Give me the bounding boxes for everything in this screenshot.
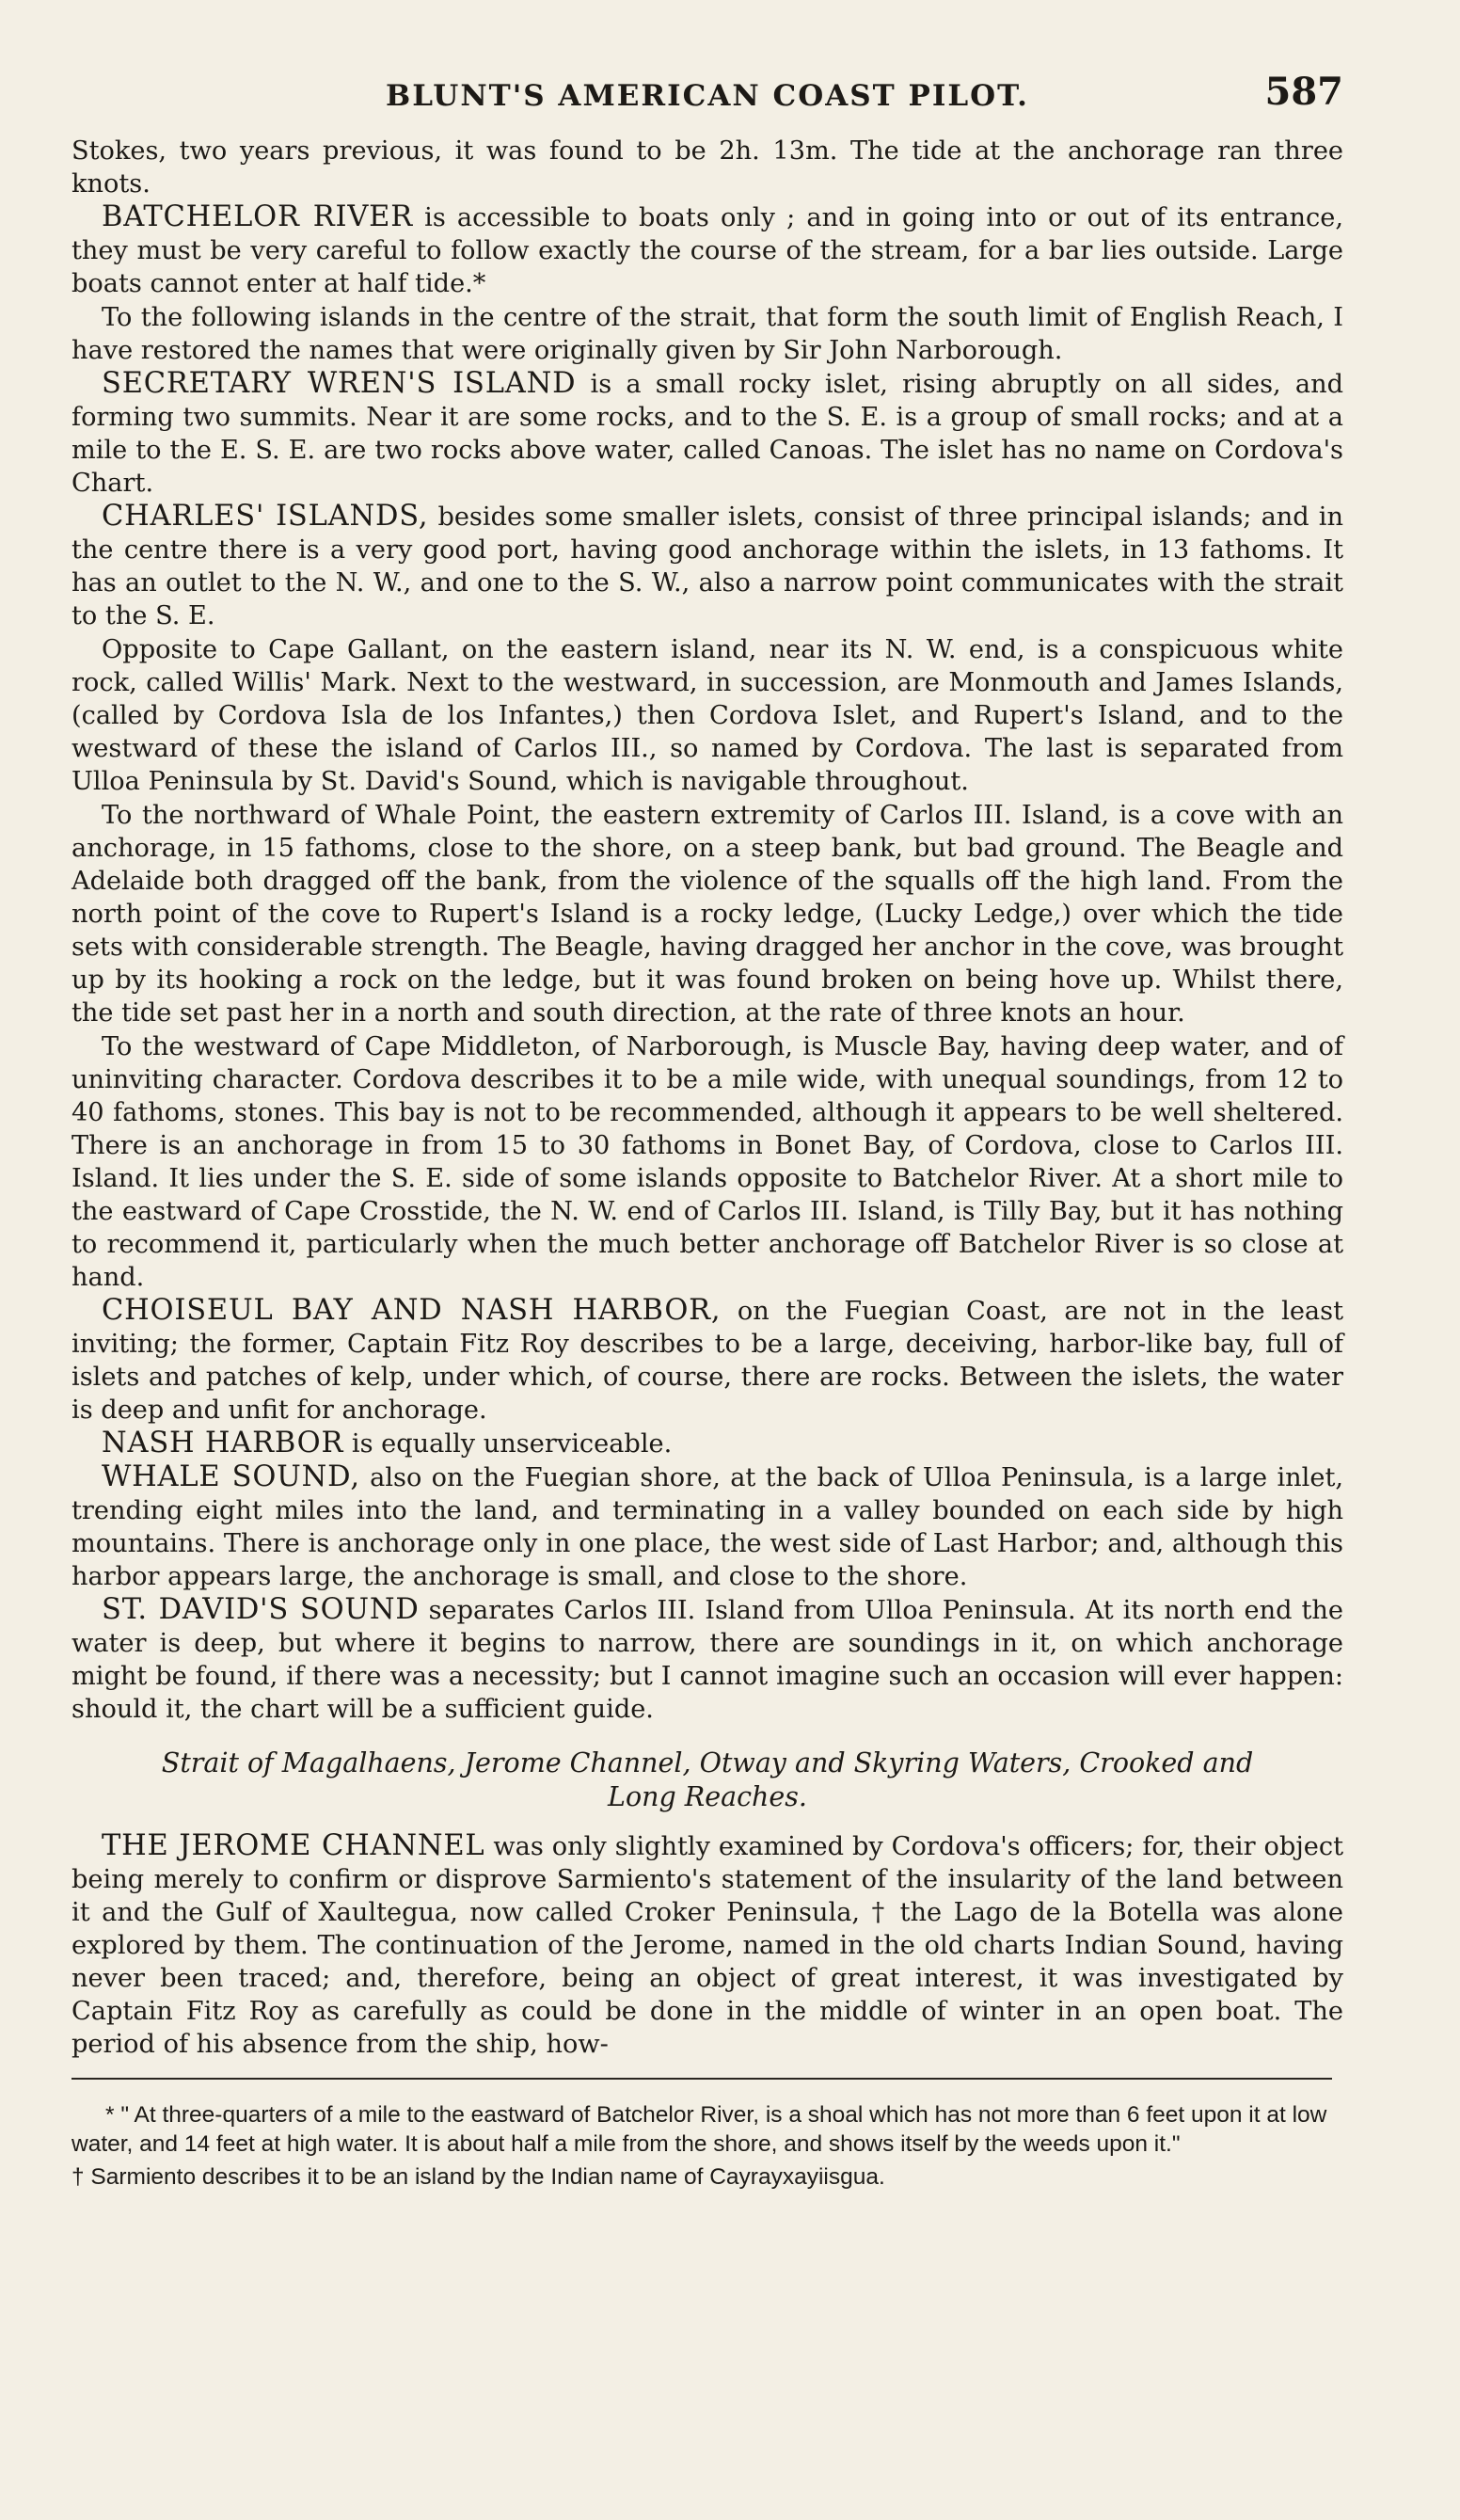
footnote: † Sarmiento describes it to be an island by the Indian name of Cayrayxayiisgua. <box>71 2164 885 2190</box>
section-heading-line: Long Reaches. <box>608 1781 807 1812</box>
paragraph-lead: CHOISEUL BAY AND NASH HARBOR, <box>102 1294 722 1327</box>
paragraph <box>71 1593 1343 1726</box>
paragraph-text: separates Carlos III. Island from Ulloa Peninsula. At its north end the water is deep, but where it begins to narrow, there are soundings in it, on which anchorage might be found, if there was a necessity; but I cannot imagine such an occasion will ever happen: should it, the chart will be a sufficient guide. <box>71 1596 1344 1724</box>
book-page <box>71 66 1343 2195</box>
paragraph <box>71 1294 1343 1427</box>
paragraph <box>71 300 1343 367</box>
paragraph-lead: THE JEROME CHANNEL <box>102 1829 485 1862</box>
paragraph <box>71 632 1343 798</box>
paragraph-text: is accessible to boats only ; and in going into or out of its entrance, they must be very careful to follow exactly the course of the stream, for a bar lies outside. Large boats cannot enter at half tide.* <box>71 203 1343 298</box>
footnotes <box>71 2100 1343 2192</box>
paragraph-text: To the northward of Whale Point, the eastern extremity of Carlos III. Island, is a cove with an anchorage, in 15 fathoms, close to the shore, on a steep bank, but bad ground. The Beagle and Adelaide both dragged off the bank, from the violence of the squalls off the high land. From the north point of the cove to Rupert's Island is a rocky ledge, (Lucky Ledge,) over which the tide sets with considerable strength. The Beagle, having dragged her anchor in the cove, was brought up by its hooking a rock on the ledge, but it was found broken on being hove up. Whilst there, the tide set past her in a north and south direction, at the rate of three knots an hour. <box>71 801 1343 1028</box>
paragraph-lead: NASH HARBOR <box>102 1427 344 1459</box>
section-heading <box>71 1746 1343 1814</box>
footnote: * " At three-quarters of a mile to the eastward of Batchelor River, is a shoal which has not more than 6 feet upon it at low water, and 14 feet at high water. It is about half a mile from the shore, and shows itself by the weeds upon it." <box>71 2102 1327 2157</box>
paragraph-text: besides some smaller islets, consist of three principal islands; and in the centre there is a very good port, having good anchorage within the islets, in 13 fathoms. It has an outlet to the N. W., and one to the S. W., also a narrow point communicates with the strait to the S. E. <box>71 502 1343 630</box>
paragraph-text: was only slightly examined by Cordova's officers; for, their object being merely to confirm or disprove Sarmiento's statement of the insularity of the land between it and the Gulf of Xaultegua, now called Croker Peninsula, † the Lago de la Botella was alone explored by them. The continuation of the Jerome, named in the old charts Indian Sound, having never been traced; and, therefore, being an object of great interest, it was investigated by Captain Fitz Roy as carefully as could be done in the middle of winter in an open boat. The period of his absence from the ship, how- <box>71 1832 1344 2059</box>
paragraph-text: also on the Fuegian shore, at the back of Ulloa Peninsula, is a large inlet, trending eight miles into the land, and terminating in a valley bounded on each side by high mountains. There is anchorage only in one place, the west side of Last Harbor; and, although this harbor appears large, the anchorage is small, and close to the shore. <box>71 1463 1344 1591</box>
running-head <box>71 66 1343 122</box>
paragraph-text: Stokes, two years previous, it was found to be 2h. 13m. The tide at the anchorage ran three knots. <box>71 136 1343 199</box>
paragraph-lead: ST. DAVID'S SOUND <box>102 1593 420 1626</box>
paragraph-lead: WHALE SOUND, <box>102 1460 360 1493</box>
paragraph-text: on the Fuegian Coast, are not in the least inviting; the former, Captain Fitz Roy describes to be a large, deceiving, harbor-like bay, full of islets and patches of kelp, under which, of course, there are rocks. Between the islets, the water is deep and unfit for anchorage. <box>71 1297 1344 1425</box>
paragraph <box>71 367 1343 500</box>
paragraph <box>71 1427 1343 1460</box>
paragraph <box>71 200 1343 300</box>
paragraph <box>71 798 1343 1029</box>
paragraph-text: is equally unserviceable. <box>343 1429 673 1459</box>
paragraph <box>71 1460 1343 1593</box>
paragraph <box>71 1829 1343 2061</box>
running-title: BLUNT'S AMERICAN COAST PILOT. <box>386 79 1029 113</box>
paragraph <box>71 134 1343 200</box>
paragraph-text: To the westward of Cape Middleton, of Narborough, is Muscle Bay, having deep water, and of uninviting character. Cordova describes it to be a mile wide, with unequal soundings, from 12 to 40 fathoms, stones. This bay is not to be recommended, although it appears to be well sheltered. There is an anchorage in from 15 to 30 fathoms in Bonet Bay, of Cordova, close to Carlos III. Island. It lies under the S. E. side of some islands opposite to Batchelor River. At a short mile to the eastward of Cape Crosstide, the N. W. end of Carlos III. Island, is Tilly Bay, but it has nothing to recommend it, particularly when the much better anchorage off Batchelor River is so close at hand. <box>71 1032 1343 1292</box>
paragraph <box>71 1029 1343 1294</box>
paragraph-text: Opposite to Cape Gallant, on the eastern island, near its N. W. end, is a conspicuous white rock, called Willis' Mark. Next to the westward, in succession, are Monmouth and James Islands, (called by Cordova Isla de los Infantes,) then Cordova Islet, and Rupert's Island, and to the westward of these the island of Carlos III., so named by Cordova. The last is separated from Ulloa Peninsula by St. David's Sound, which is navigable throughout. <box>71 635 1343 796</box>
paragraph-text: To the following islands in the centre of the strait, that form the south limit of English Reach, I have restored the names that were originally given by Sir John Narborough. <box>71 303 1343 365</box>
paragraph-lead: BATCHELOR RIVER <box>102 200 413 233</box>
footnote-rule <box>71 2078 1332 2080</box>
section-heading-line: Strait of Magalhaens, Jerome Channel, Otway and Skyring Waters, Crooked and <box>161 1747 1254 1778</box>
paragraph-text: is a small rocky islet, rising abruptly on all sides, and forming two summits. Near it are some rocks, and to the S. E. is a group of small rocks; and at a mile to the E. S. E. are two rocks above water, called Canoas. The islet has no name on Cordova's Chart. <box>71 370 1343 498</box>
page-number: 587 <box>1264 70 1343 114</box>
paragraph-lead: SECRETARY WREN'S ISLAND <box>102 367 577 400</box>
paragraph <box>71 500 1343 632</box>
paragraph-lead: CHARLES' ISLANDS, <box>102 500 429 533</box>
body-text <box>71 134 1343 2061</box>
